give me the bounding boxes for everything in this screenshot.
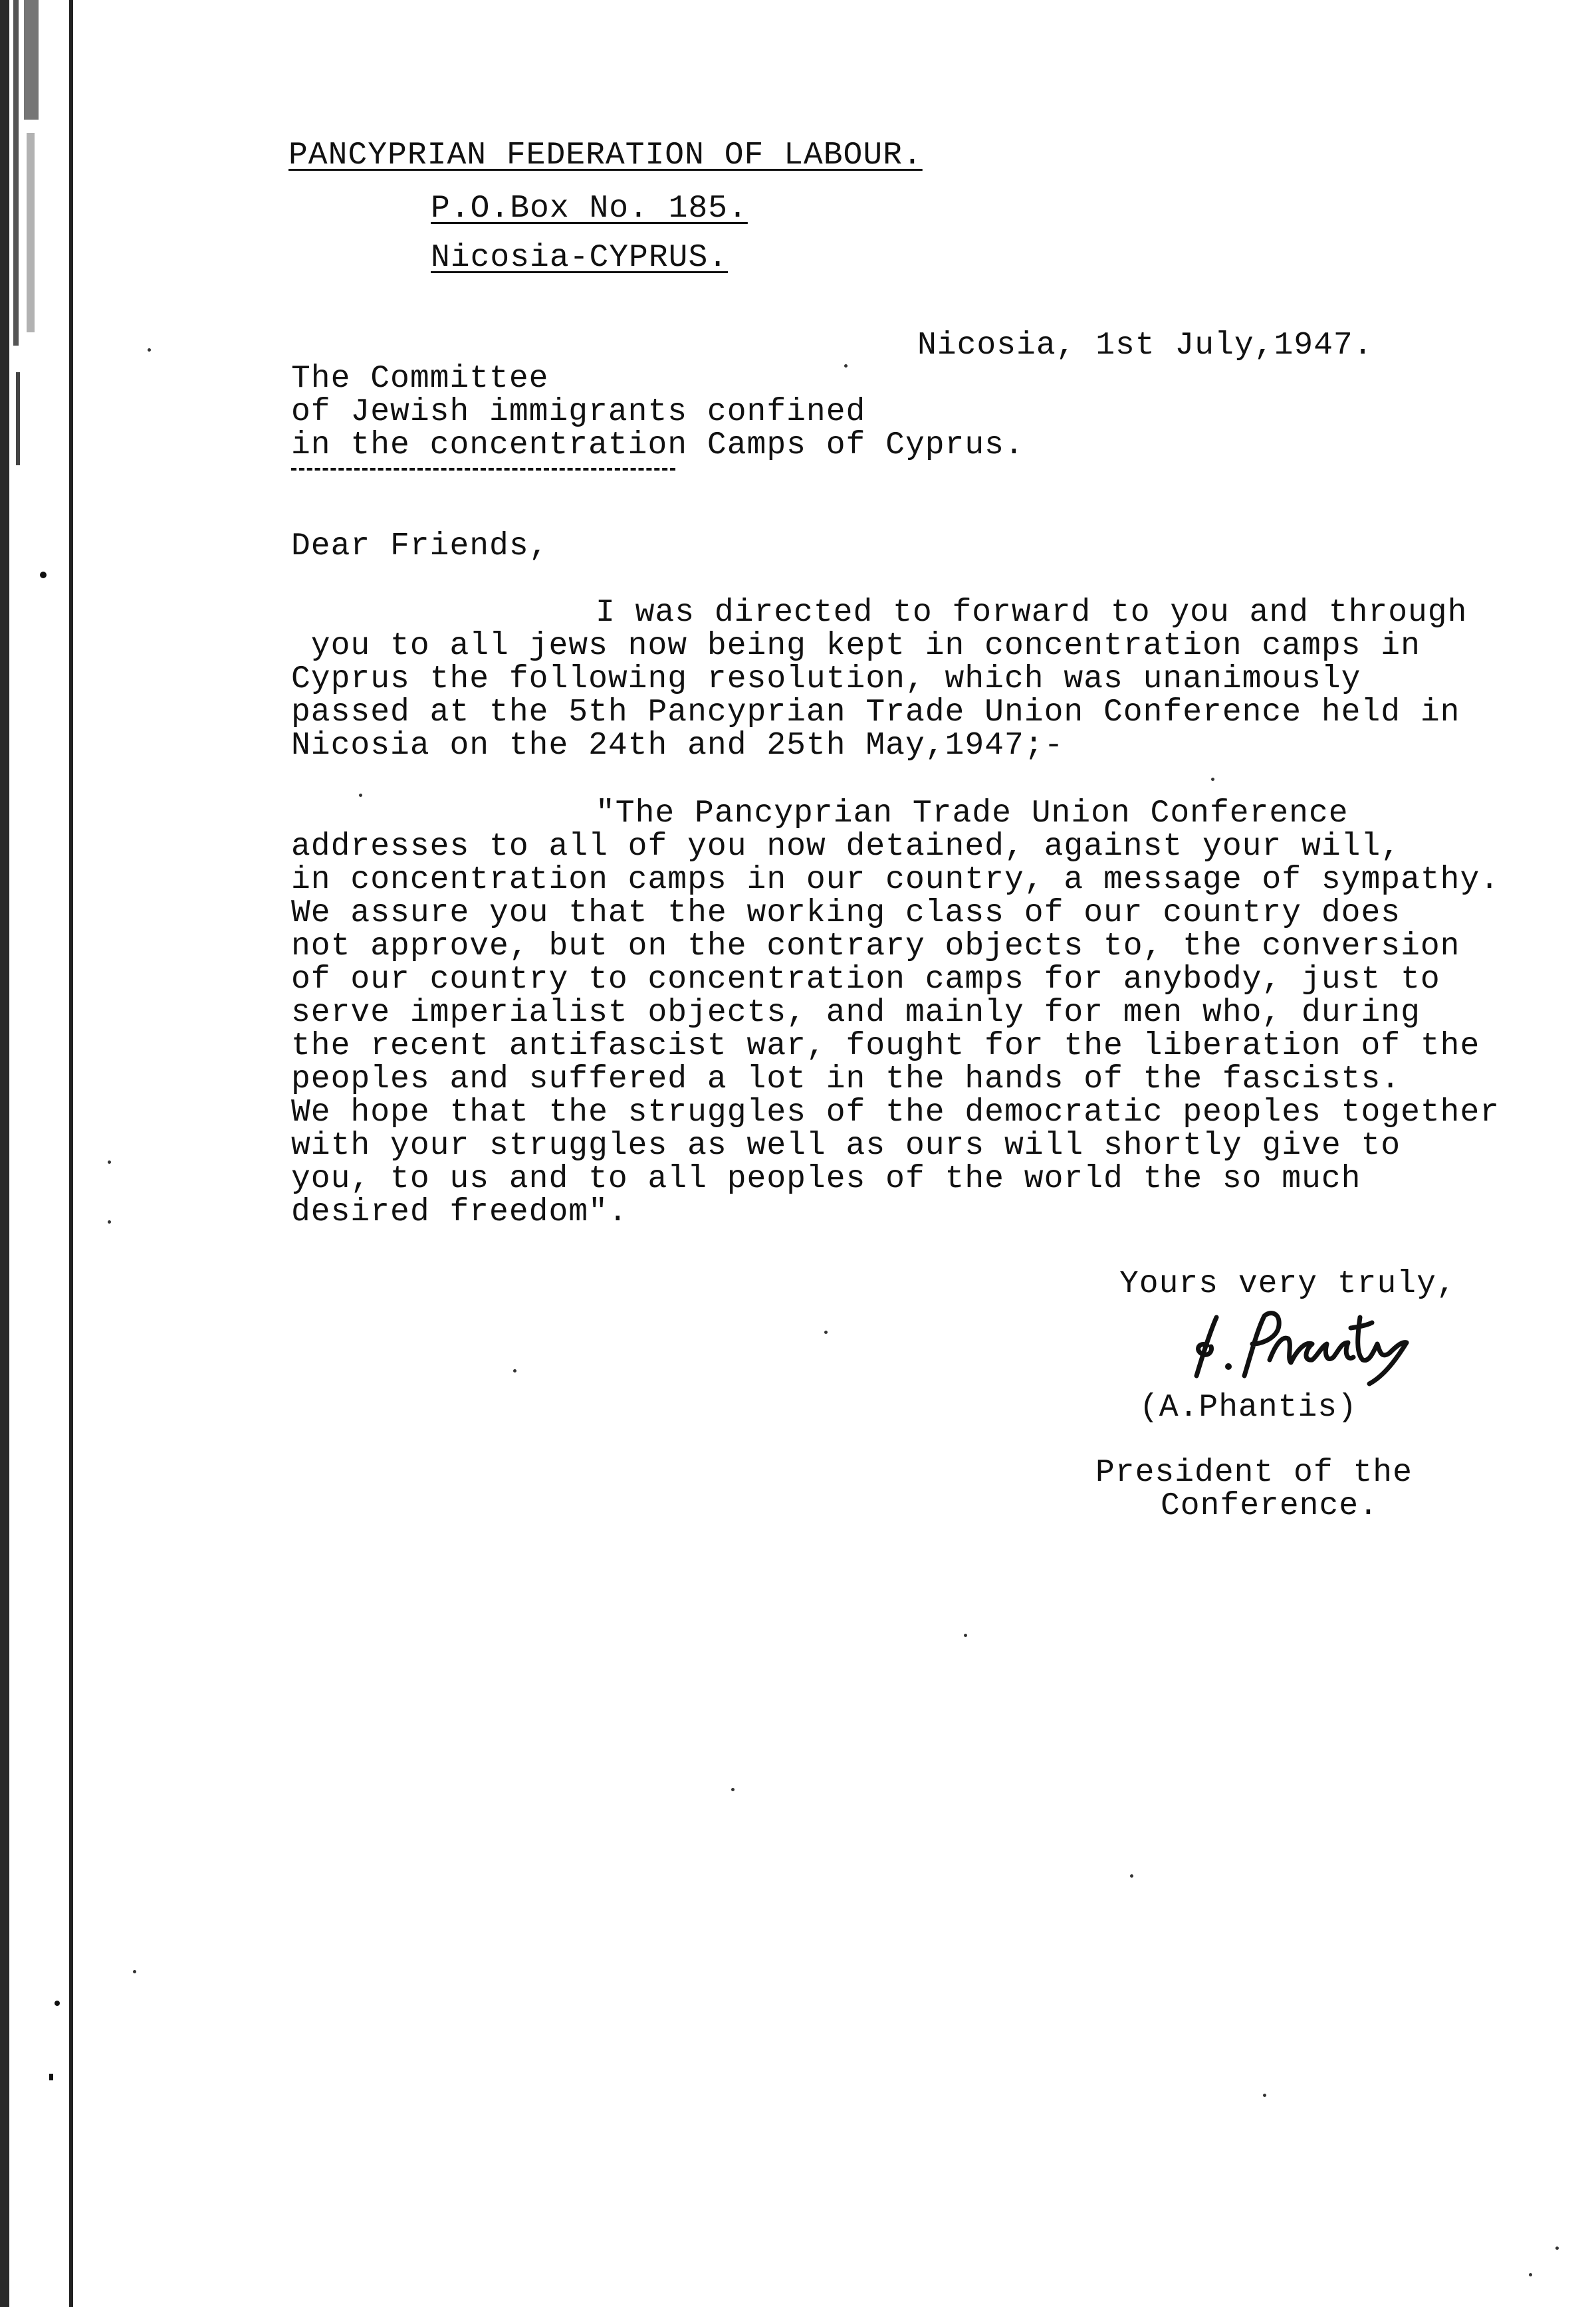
resolution-line: peoples and suffered a lot in the hands of the fascists. (291, 1061, 1401, 1097)
recipient-divider (291, 468, 675, 471)
scan-speck (844, 364, 848, 368)
scan-speck (1529, 2273, 1532, 2276)
salutation: Dear Friends, (291, 528, 549, 564)
scan-speck (513, 1369, 516, 1373)
paragraph-line: I was directed to forward to you and through (596, 595, 1468, 631)
paragraph-line: passed at the 5th Pancyprian Trade Union Conference held in (291, 695, 1460, 730)
scan-speck (1211, 778, 1214, 781)
recipient-line: The Committee (291, 361, 549, 397)
resolution-line: of our country to concentration camps for anybody, just to (291, 962, 1440, 998)
resolution-line: We assure you that the working class of our country does (291, 895, 1401, 931)
resolution-line: the recent antifascist war, fought for the liberation of the (291, 1028, 1480, 1064)
scan-speck (108, 1160, 111, 1164)
scan-speck (731, 1788, 735, 1791)
letterhead-org: PANCYPRIAN FEDERATION OF LABOUR. (288, 138, 923, 173)
recipient-line: of Jewish immigrants confined (291, 394, 866, 430)
paragraph-line: you to all jews now being kept in concentration camps in (291, 628, 1421, 664)
scan-speck (359, 794, 362, 797)
closing: Yours very truly, (1119, 1266, 1456, 1302)
scan-edge (0, 0, 80, 2307)
signatory-title: Conference. (1161, 1488, 1379, 1524)
scan-speck (108, 1220, 111, 1224)
handwritten-signature (1170, 1303, 1409, 1389)
resolution-line: addresses to all of you now detained, against your will, (291, 829, 1401, 865)
letter-date: Nicosia, 1st July,1947. (917, 328, 1373, 364)
recipient-line: in the concentration Camps of Cyprus. (291, 427, 1024, 463)
resolution-line: with your struggles as well as ours will shortly give to (291, 1128, 1401, 1164)
scan-speck (1130, 1874, 1133, 1878)
signatory-title: President of the (1095, 1455, 1413, 1491)
scan-speck (148, 348, 151, 352)
resolution-line: desired freedom". (291, 1194, 628, 1230)
resolution-line: "The Pancyprian Trade Union Conference (596, 796, 1349, 831)
scan-speck (824, 1331, 828, 1334)
paragraph-line: Cyprus the following resolution, which was unanimously (291, 661, 1361, 697)
resolution-line: not approve, but on the contrary objects to, the conversion (291, 929, 1460, 964)
signatory-name: (A.Phantis) (1139, 1390, 1357, 1426)
resolution-line: serve imperialist objects, and mainly for men who, during (291, 995, 1421, 1031)
scan-speck (133, 1970, 136, 1973)
letterhead-city: Nicosia-CYPRUS. (431, 240, 729, 276)
letterhead-box: P.O.Box No. 185. (431, 191, 748, 227)
scan-speck (1263, 2094, 1266, 2097)
resolution-line: We hope that the struggles of the democratic peoples together (291, 1095, 1500, 1131)
paragraph-line: Nicosia on the 24th and 25th May,1947;- (291, 728, 1064, 764)
scan-speck (964, 1634, 967, 1637)
resolution-line: you, to us and to all peoples of the world the so much (291, 1161, 1361, 1197)
scan-speck (1555, 2247, 1559, 2250)
resolution-line: in concentration camps in our country, a message of sympathy. (291, 862, 1500, 898)
